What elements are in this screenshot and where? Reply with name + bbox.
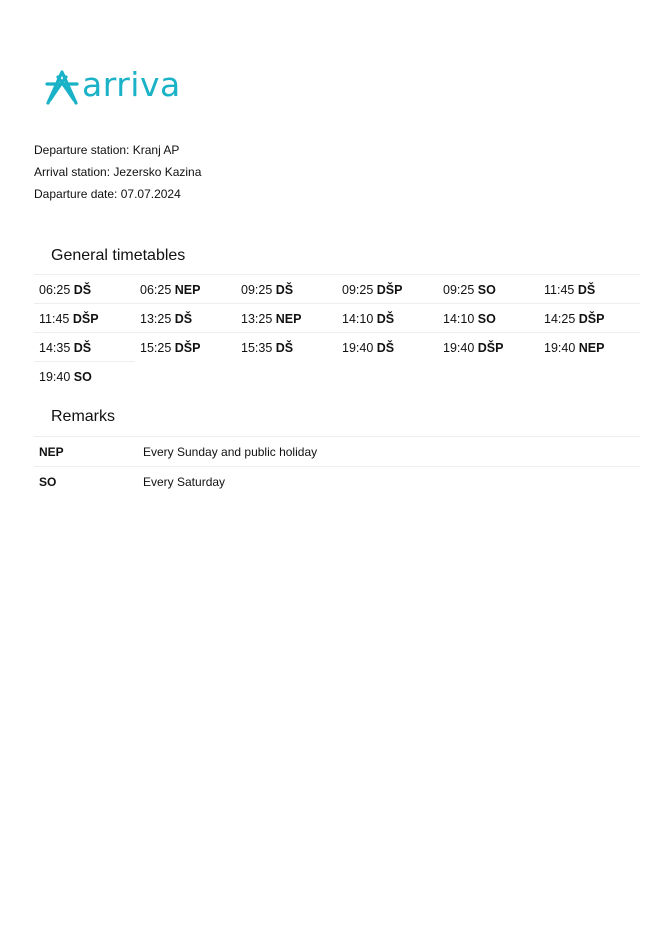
regime-code: SO <box>477 312 496 326</box>
regime-code: SO <box>73 370 92 384</box>
departure-time: 15:25 <box>140 341 172 355</box>
remark-description: Every Saturday <box>143 475 226 489</box>
departure-entry <box>438 274 539 303</box>
remark-code: SO <box>39 475 57 489</box>
remarks-table <box>34 436 640 496</box>
departure-entry <box>539 332 640 361</box>
departure-entry <box>438 332 539 361</box>
remark-description: Every Sunday and public holiday <box>143 445 318 459</box>
regime-code: DŠ <box>275 341 294 355</box>
departure-time: 19:40 <box>39 370 71 384</box>
departure-time: 13:25 <box>241 312 273 326</box>
remark-row <box>34 466 640 496</box>
remark-row <box>34 436 640 466</box>
departure-time: 09:25 <box>241 283 273 297</box>
departure-time: 09:25 <box>342 283 374 297</box>
regime-code: NEP <box>578 341 605 355</box>
departure-time: 19:40 <box>342 341 374 355</box>
departure-time: 06:25 <box>140 283 172 297</box>
remarks-title: Remarks <box>51 408 116 425</box>
regime-code: DŠ <box>376 312 395 326</box>
departure-entry <box>337 303 438 332</box>
departure-time: 11:45 <box>39 312 70 326</box>
timetable-row <box>34 332 640 361</box>
empty-cell <box>539 361 640 390</box>
departure-time: 19:40 <box>443 341 475 355</box>
departure-entry <box>236 274 337 303</box>
regime-code: SO <box>477 283 496 297</box>
regime-code: DŠP <box>578 312 605 326</box>
departure-entry <box>34 361 135 390</box>
regime-code: DŠ <box>577 283 596 297</box>
regime-code: DŠ <box>275 283 294 297</box>
regime-code: DŠ <box>73 283 92 297</box>
regime-code: DŠP <box>477 341 504 355</box>
empty-cell <box>438 361 539 390</box>
arriva-logo <box>44 66 181 108</box>
departure-time: 14:25 <box>544 312 576 326</box>
empty-cell <box>135 361 236 390</box>
departure-time: 13:25 <box>140 312 172 326</box>
departure-entry <box>135 303 236 332</box>
departure-entry <box>135 332 236 361</box>
empty-cell <box>236 361 337 390</box>
departure-entry <box>438 303 539 332</box>
regime-code: DŠ <box>376 341 395 355</box>
departure-entry <box>135 274 236 303</box>
regime-code: DŠP <box>174 341 201 355</box>
regime-code: DŠP <box>72 312 99 326</box>
regime-code: NEP <box>275 312 302 326</box>
regime-code: DŠP <box>376 283 403 297</box>
timetable-row <box>34 274 640 303</box>
departure-entry <box>34 303 135 332</box>
departure-time: 15:35 <box>241 341 273 355</box>
departure-station: Departure station: Kranj AP <box>34 143 180 157</box>
trip-info <box>34 142 201 208</box>
departure-entry <box>34 332 135 361</box>
departure-time: 11:45 <box>544 283 575 297</box>
regime-code: NEP <box>174 283 201 297</box>
departure-entry <box>236 303 337 332</box>
timetable-row <box>34 303 640 332</box>
remark-code: NEP <box>39 445 64 459</box>
regime-code: DŠ <box>174 312 193 326</box>
departure-entry <box>34 274 135 303</box>
departure-time: 09:25 <box>443 283 475 297</box>
arrival-station: Arrival station: Jezersko Kazina <box>34 165 202 179</box>
regime-code: DŠ <box>73 341 92 355</box>
departure-time: 06:25 <box>39 283 71 297</box>
departure-time: 14:10 <box>443 312 475 326</box>
departure-time: 14:35 <box>39 341 71 355</box>
logo-wordmark: arriva <box>82 65 181 104</box>
departure-entry <box>337 274 438 303</box>
departure-date: Daparture date: 07.07.2024 <box>34 187 181 201</box>
departure-entry <box>539 274 640 303</box>
departure-entry <box>539 303 640 332</box>
timetable-row <box>34 361 640 390</box>
empty-cell <box>337 361 438 390</box>
departure-entry <box>337 332 438 361</box>
departure-time: 14:10 <box>342 312 374 326</box>
departure-entry <box>236 332 337 361</box>
arriva-star-icon <box>44 67 80 107</box>
timetables-title: General timetables <box>51 247 186 264</box>
timetable-grid <box>34 274 640 390</box>
departure-time: 19:40 <box>544 341 576 355</box>
